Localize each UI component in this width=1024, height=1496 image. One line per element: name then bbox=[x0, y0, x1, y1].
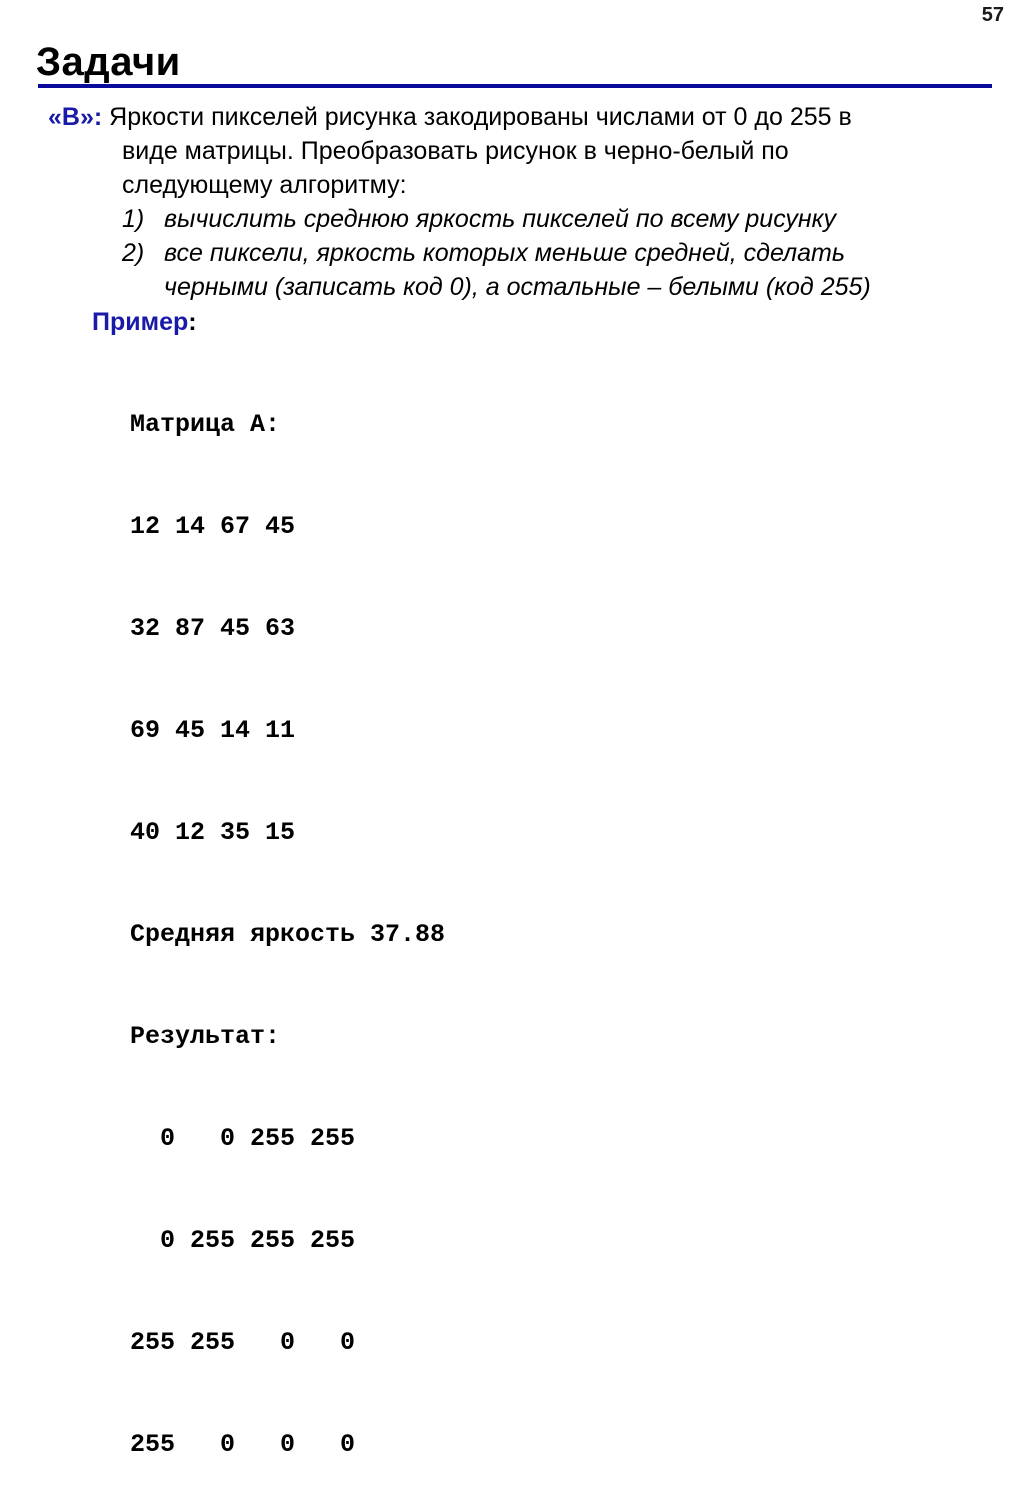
step-2-continuation: черными (записать код 0), а остальные – белыми (код 255) bbox=[164, 273, 871, 301]
result-row: 255 0 0 0 bbox=[130, 1430, 356, 1459]
result-label: Результат: bbox=[130, 1022, 281, 1051]
step-1-number: 1) bbox=[122, 205, 145, 233]
task-line-2: виде матрицы. Преобразовать рисунок в черно-белый по bbox=[122, 137, 789, 165]
example-label: Пример bbox=[92, 308, 189, 336]
step-2-text: все пиксели, яркость которых меньше средней, сделать bbox=[164, 239, 846, 267]
example-colon: : bbox=[188, 308, 197, 336]
slide-number: 57 bbox=[981, 4, 1004, 26]
step-1 bbox=[122, 202, 871, 236]
task-line-1 bbox=[48, 100, 1008, 134]
slide-title: Задачи bbox=[36, 40, 181, 84]
example-heading bbox=[92, 308, 197, 337]
example-block bbox=[130, 340, 445, 1496]
matrix-row: 32 87 45 63 bbox=[130, 614, 296, 643]
task-line-3: следующему алгоритму: bbox=[122, 171, 407, 199]
step-2 bbox=[122, 236, 871, 270]
matrix-row: 12 14 67 45 bbox=[130, 512, 296, 541]
task-tag: «B»: bbox=[48, 103, 103, 131]
matrix-row: 40 12 35 15 bbox=[130, 818, 296, 847]
title-divider bbox=[38, 84, 992, 88]
average-brightness: Средняя яркость 37.88 bbox=[130, 920, 446, 949]
task-text-1: Яркости пикселей рисунка закодированы числами от 0 до 255 в bbox=[102, 103, 852, 131]
algorithm-steps bbox=[122, 202, 871, 304]
result-row: 0 255 255 255 bbox=[130, 1226, 356, 1255]
step-1-text: вычислить среднюю яркость пикселей по всему рисунку bbox=[164, 205, 836, 233]
result-row: 255 255 0 0 bbox=[130, 1328, 356, 1357]
result-row: 0 0 255 255 bbox=[130, 1124, 356, 1153]
example-line: Матрица A: bbox=[130, 410, 281, 439]
matrix-row: 69 45 14 11 bbox=[130, 716, 296, 745]
step-2-number: 2) bbox=[122, 239, 145, 267]
task-statement bbox=[48, 100, 1008, 202]
